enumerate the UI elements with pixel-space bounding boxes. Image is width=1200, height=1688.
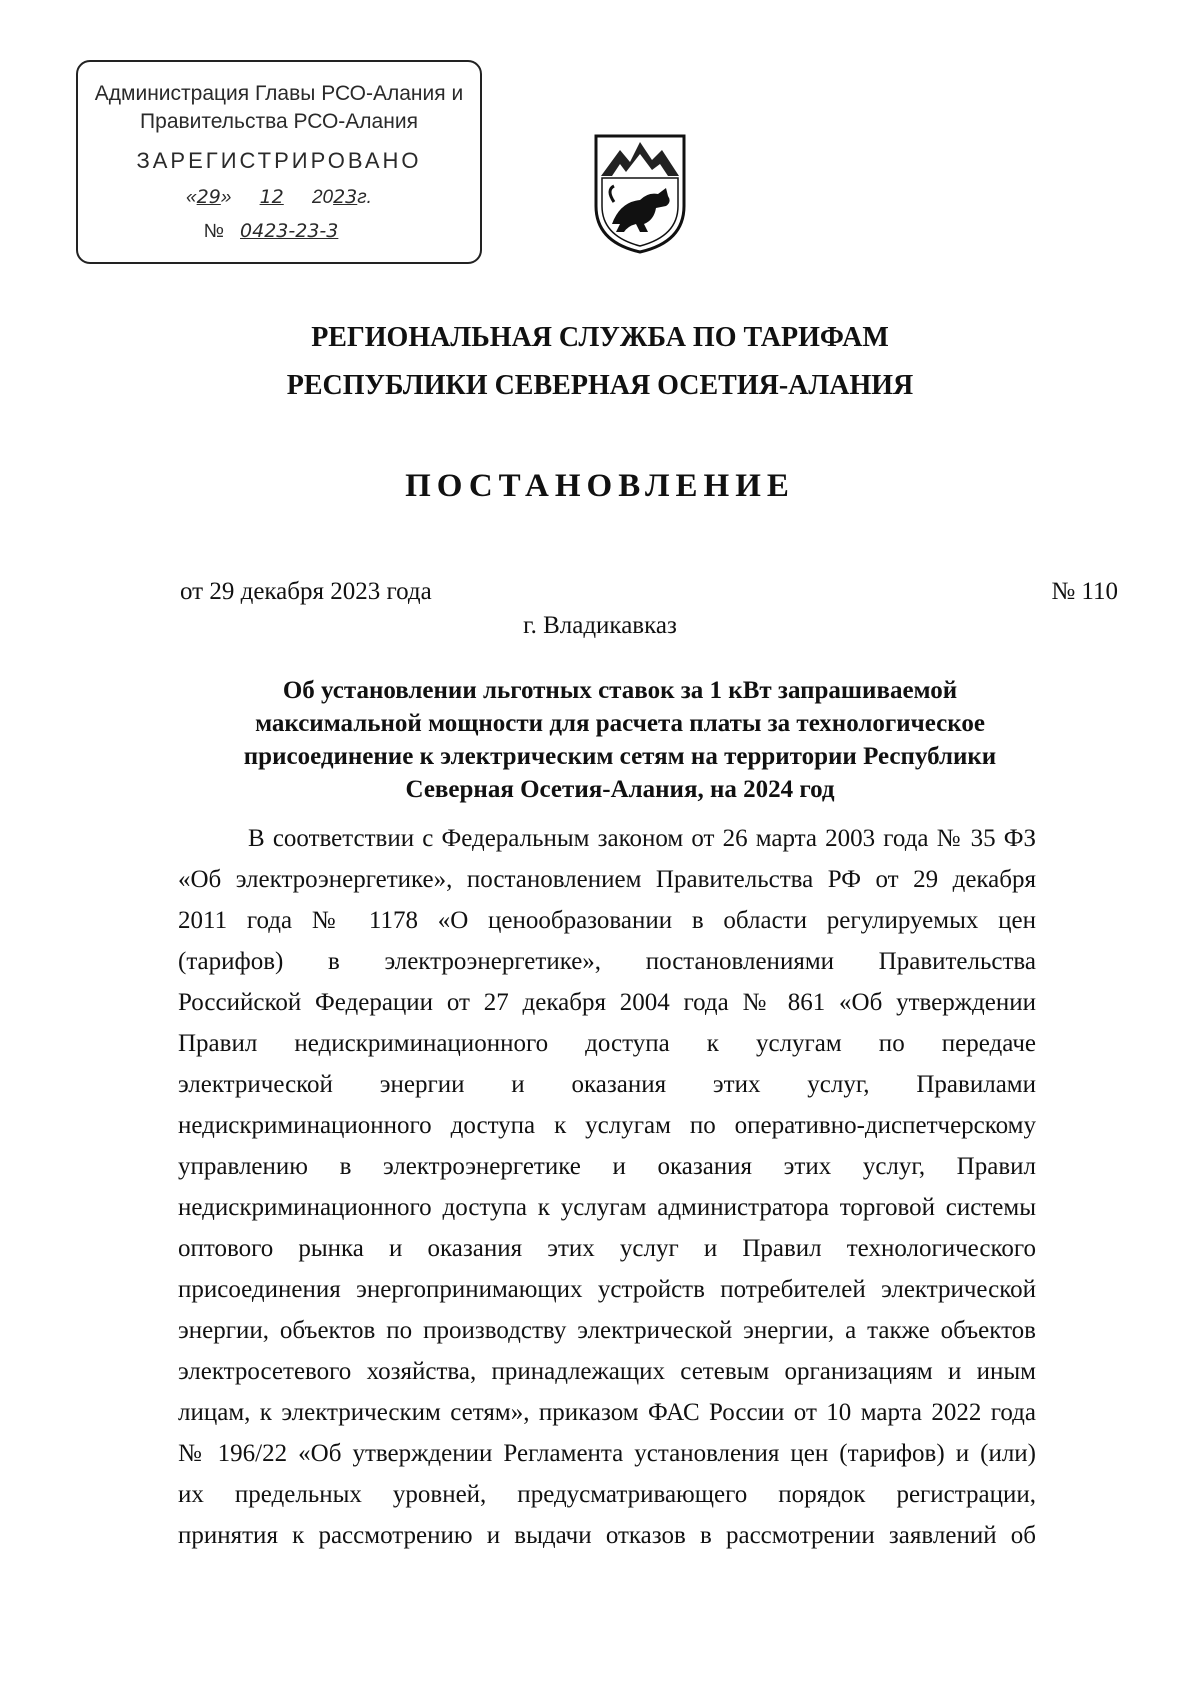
organization-name-line-2: РЕСПУБЛИКИ СЕВЕРНАЯ ОСЕТИЯ-АЛАНИЯ bbox=[286, 370, 914, 401]
body-line: № 196/22 «Об утверждении Регламента установления цен (тарифов) и (или) bbox=[178, 1440, 1036, 1467]
stamp-registered-label: ЗАРЕГИСТРИРОВАНО bbox=[136, 148, 422, 173]
registration-stamp bbox=[76, 60, 482, 264]
body-line: управлению в электроэнергетике и оказания этих услуг, Правил bbox=[178, 1153, 1036, 1180]
stamp-month: 12 bbox=[259, 186, 284, 208]
document-subject: Об установлении льготных ставок за 1 кВт запрашиваемой максимальной мощности для расчета платы за технологическое присоединение к электрическим сетям на территории Республики Северная Осетия-Алания, на 2024 год bbox=[243, 677, 997, 803]
body-line: недискриминационного доступа к услугам по оперативно-диспетчерскому bbox=[178, 1112, 1036, 1139]
stamp-number-label: № bbox=[203, 221, 225, 242]
document-city: г. Владикавказ bbox=[523, 612, 677, 639]
stamp-number-line bbox=[78, 220, 480, 243]
body-line: Правил недискриминационного доступа к услугам по передаче bbox=[178, 1030, 1036, 1057]
body-line: энергии, объектов по производству электрической энергии, а также объектов bbox=[178, 1317, 1036, 1344]
stamp-day: 29 bbox=[196, 186, 221, 208]
body-line: Российской Федерации от 27 декабря 2004 года № 861 «Об утверждении bbox=[178, 989, 1036, 1016]
body-line: оптового рынка и оказания этих услуг и Правил технологического bbox=[178, 1235, 1036, 1262]
stamp-date bbox=[78, 186, 480, 209]
stamp-administration-line: Администрация Главы РСО-Алания и bbox=[94, 82, 464, 105]
body-line: 2011 года № 1178 «О ценообразовании в области регулируемых цен bbox=[178, 907, 1036, 934]
body-line: принятия к рассмотрению и выдачи отказов в рассмотрении заявлений об bbox=[178, 1522, 1036, 1549]
body-line: электросетевого хозяйства, принадлежащих сетевым организациям и иным bbox=[178, 1358, 1036, 1385]
stamp-government-line: Правительства РСО-Алания bbox=[140, 110, 418, 133]
stamp-year-prefix: 20 bbox=[311, 187, 334, 208]
stamp-quote-open: « bbox=[186, 187, 197, 208]
document-number: № 110 bbox=[1051, 578, 1118, 605]
body-line: недискриминационного доступа к услугам администратора торговой системы bbox=[178, 1194, 1036, 1221]
body-line: лицам, к электрическим сетям», приказом ФАС России от 10 марта 2022 года bbox=[178, 1399, 1036, 1426]
body-line: В соответствии с Федеральным законом от 26 марта 2003 года № 35 ФЗ bbox=[248, 825, 1036, 852]
body-line: «Об электроэнергетике», постановлением Правительства РФ от 29 декабря bbox=[178, 866, 1036, 893]
body-line: их предельных уровней, предусматривающего порядок регистрации, bbox=[178, 1481, 1036, 1508]
stamp-number: 0423-23-3 bbox=[240, 220, 339, 242]
body-line: электрической энергии и оказания этих услуг, Правилами bbox=[178, 1071, 1036, 1098]
stamp-quote-close: » bbox=[220, 187, 232, 208]
body-line: присоединения энергопринимающих устройств потребителей электрической bbox=[178, 1276, 1036, 1303]
stamp-year-end: г. bbox=[357, 187, 372, 208]
document-title: ПОСТАНОВЛЕНИЕ bbox=[405, 468, 795, 504]
document-body bbox=[178, 818, 1036, 1556]
body-line: (тарифов) в электроэнергетике», постановлениями Правительства bbox=[178, 948, 1036, 975]
organization-name-line-1: РЕГИОНАЛЬНАЯ СЛУЖБА ПО ТАРИФАМ bbox=[311, 322, 889, 353]
document-date: от 29 декабря 2023 года bbox=[180, 578, 432, 605]
stamp-year-suffix: 23 bbox=[333, 186, 358, 208]
coat-of-arms-icon bbox=[588, 132, 692, 256]
